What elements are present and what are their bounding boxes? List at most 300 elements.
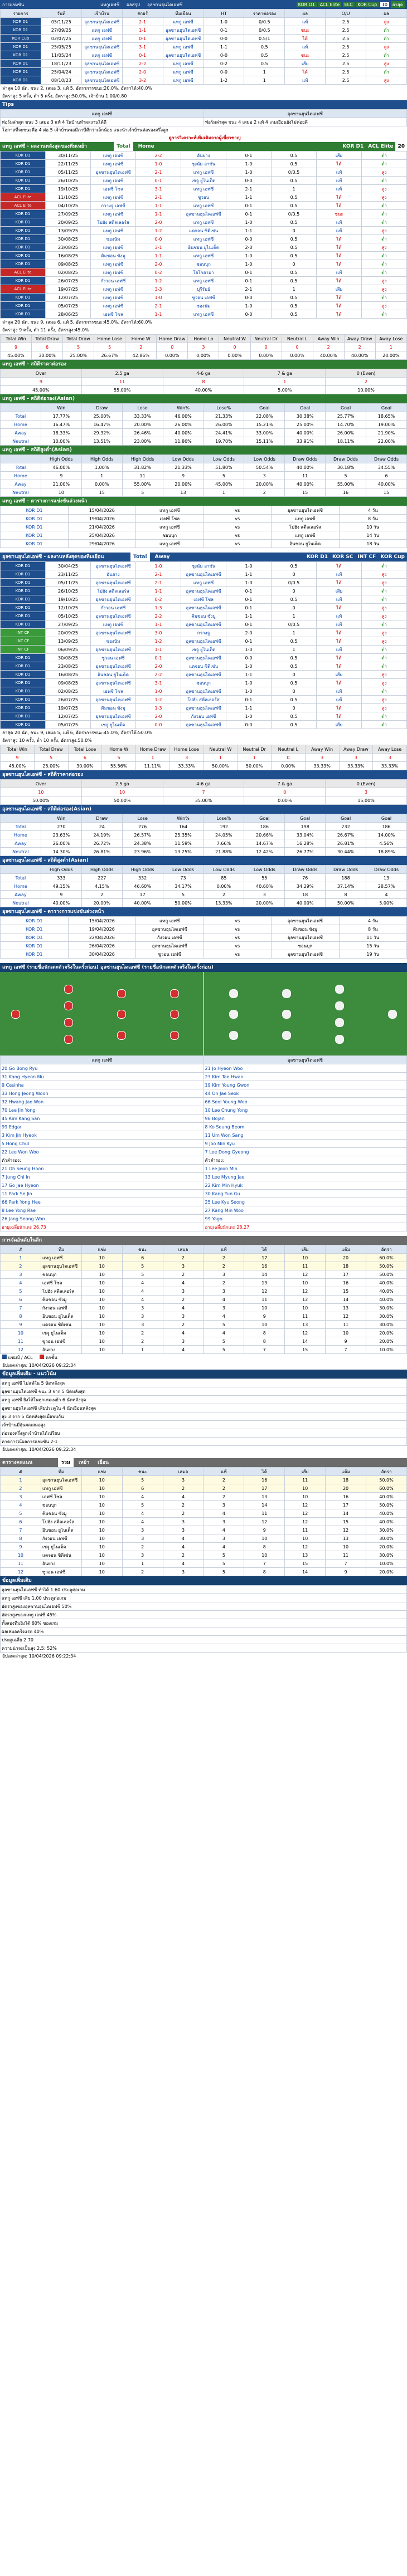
score[interactable]: 3-3: [136, 285, 181, 294]
home-team-link[interactable]: แทกู เอฟซี: [91, 294, 136, 302]
tips-link[interactable]: ดูการวิเคราะห์เพิ่มเติมจากผู้เชี่ยวชาญ: [168, 135, 241, 140]
home-player-link[interactable]: 5 Hong Chul: [1, 1140, 204, 1148]
score[interactable]: 1-1: [122, 26, 163, 35]
home-recent-row[interactable]: [1, 151, 407, 160]
score[interactable]: 2-2: [136, 612, 181, 620]
filter-kor-d1[interactable]: KOR D1: [342, 144, 364, 149]
score[interactable]: 0-2: [136, 268, 181, 277]
home-team-link[interactable]: อุลซานฮุนไดเอฟซี: [91, 612, 136, 620]
away-team-link[interactable]: แทกู เอฟซี: [163, 18, 204, 26]
league-badge[interactable]: KOR D1: [1, 687, 46, 696]
home-sub-link[interactable]: 21 Oh Seung Hoon: [1, 1165, 204, 1173]
tag-kor-d1[interactable]: KOR D1: [297, 2, 317, 7]
h2h-row[interactable]: [1, 18, 407, 26]
home-team-link[interactable]: เชจู ยูไนเต็ด: [91, 721, 136, 729]
home-recent-row[interactable]: [1, 168, 407, 177]
home-team-link[interactable]: แทกู เอฟซี: [81, 51, 122, 60]
score[interactable]: 0-1: [136, 177, 181, 185]
league-badge[interactable]: ACL Elite: [1, 285, 46, 294]
away-player-link[interactable]: 21 Jo Hyeon Woo: [204, 1064, 407, 1073]
score[interactable]: 0-0: [136, 235, 181, 243]
league-badge[interactable]: KOR D1: [1, 310, 46, 319]
score[interactable]: 1-0: [136, 294, 181, 302]
home-recent-row[interactable]: [1, 218, 407, 227]
away-team-link[interactable]: คิมชอน ซังมู: [181, 612, 226, 620]
away-recent-row[interactable]: [1, 712, 407, 721]
away-sub-link[interactable]: 13 Lee Myung Jae: [204, 1173, 407, 1181]
league-badge[interactable]: KOR D1: [1, 277, 46, 285]
home-player-marker[interactable]: [170, 1031, 179, 1040]
away-team-link[interactable]: อันยาง: [181, 151, 226, 160]
away-team-link[interactable]: บุรีรัมย์: [181, 285, 226, 294]
away-recent-row[interactable]: [1, 721, 407, 729]
away-player-link[interactable]: 8 Ko Seung Beom: [204, 1123, 407, 1131]
away-team-link[interactable]: โปฮัง สตีลเลอร์ส: [181, 696, 226, 704]
home-team-link[interactable]: อุลซานฮุนไดเอฟซี: [91, 629, 136, 637]
league-badge[interactable]: KOR D1: [1, 18, 41, 26]
h2h-row[interactable]: [1, 35, 407, 43]
home-player-link[interactable]: 99 Edgar: [1, 1123, 204, 1131]
away-team-link[interactable]: โยโกฮาม่า: [181, 268, 226, 277]
score[interactable]: 1-1: [136, 202, 181, 210]
home-player-link[interactable]: 9 Cesinha: [1, 1081, 204, 1089]
h2h-row[interactable]: [1, 43, 407, 51]
h2h-row[interactable]: [1, 26, 407, 35]
home-team-link[interactable]: อุลซานฮุนไดเอฟซี: [91, 696, 136, 704]
away-team-link[interactable]: อุลซานฮุนไดเอฟซี: [181, 604, 226, 612]
away-team-link[interactable]: เชจู ยูไนเต็ด: [181, 646, 226, 654]
home-sub-link[interactable]: 11 Park Se Jin: [1, 1190, 204, 1198]
league-badge[interactable]: KOR D1: [1, 151, 46, 160]
home-team-link[interactable]: แทกู เอฟซี: [91, 151, 136, 160]
home-team-link[interactable]: แทกู เอฟซี: [91, 620, 136, 629]
home-team-link[interactable]: กังวอน เอฟซี: [91, 604, 136, 612]
away-recent-row[interactable]: [1, 637, 407, 646]
home-team-link[interactable]: กวางจู เอฟซี: [91, 202, 136, 210]
league-badge[interactable]: KOR D1: [1, 671, 46, 679]
league-badge[interactable]: ACL Elite: [1, 193, 46, 202]
away-player-marker[interactable]: [229, 1031, 238, 1040]
home-recent-row[interactable]: [1, 310, 407, 319]
score[interactable]: 1-2: [136, 637, 181, 646]
header-home-team[interactable]: แทกูเอฟซี: [100, 2, 119, 7]
filter-away-kor-d1[interactable]: KOR D1: [306, 554, 328, 560]
away-sub-link[interactable]: 22 Kim Min Hyuk: [204, 1181, 407, 1190]
home-player-marker[interactable]: [117, 1010, 126, 1019]
league-badge[interactable]: KOR D1: [1, 76, 41, 85]
score[interactable]: 2-2: [136, 151, 181, 160]
home-team-link[interactable]: อุลซานฮุนไดเอฟซี: [91, 579, 136, 587]
home-player-marker[interactable]: [117, 1031, 126, 1040]
home-recent-row[interactable]: [1, 193, 407, 202]
league-badge[interactable]: KOR D1: [1, 227, 46, 235]
league-badge[interactable]: KOR D1: [1, 68, 41, 76]
score[interactable]: 2-0: [136, 712, 181, 721]
home-player-link[interactable]: 33 Hong Jeong Woon: [1, 1089, 204, 1098]
home-player-marker[interactable]: [64, 1001, 73, 1010]
away-team-link[interactable]: อุลซานฮุนไดเอฟซี: [181, 637, 226, 646]
home-team-link[interactable]: อุลซานฮุนไดเอฟซี: [81, 60, 122, 68]
away-team-link[interactable]: ซองนัม: [181, 302, 226, 310]
h2h-row[interactable]: [1, 68, 407, 76]
away-player-link[interactable]: 44 Oh Jae Seok: [204, 1089, 407, 1098]
away-player-marker[interactable]: [282, 989, 291, 998]
home-team-link[interactable]: อุลซานฮุนไดเอฟซี: [91, 646, 136, 654]
away-team-link[interactable]: แทกู เอฟซี: [181, 168, 226, 177]
away-recent-row[interactable]: [1, 579, 407, 587]
filter-count[interactable]: 20: [395, 142, 407, 151]
away-team-link[interactable]: แทกู เอฟซี: [163, 68, 204, 76]
home-recent-row[interactable]: [1, 243, 407, 252]
league-badge[interactable]: KOR D1: [1, 562, 46, 570]
score[interactable]: 0-0: [136, 721, 181, 729]
home-team-link[interactable]: โปฮัง สตีลเลอร์ส: [91, 218, 136, 227]
score[interactable]: 1-2: [136, 696, 181, 704]
home-sub-link[interactable]: 66 Park Yong Hee: [1, 1198, 204, 1206]
home-sub-link[interactable]: 26 Jang Seong Won: [1, 1215, 204, 1223]
home-player-link[interactable]: 70 Lee Jin Yong: [1, 1106, 204, 1115]
score[interactable]: 1-1: [136, 252, 181, 260]
home-team-link[interactable]: อุลซานฮุนไดเอฟซี: [91, 562, 136, 570]
league-badge[interactable]: KOR D1: [1, 243, 46, 252]
away-player-link[interactable]: 11 Um Won Sang: [204, 1131, 407, 1140]
league-badge[interactable]: KOR D1: [1, 604, 46, 612]
home-team-link[interactable]: อุลซานฮุนไดเอฟซี: [91, 712, 136, 721]
score[interactable]: 0-2: [136, 595, 181, 604]
score[interactable]: 1-2: [136, 277, 181, 285]
league-badge[interactable]: ACL Elite: [1, 202, 46, 210]
league-badge[interactable]: KOR D1: [1, 51, 41, 60]
tab-away[interactable]: Away: [154, 554, 170, 560]
away-player-marker[interactable]: [282, 1031, 291, 1040]
score[interactable]: 1-1: [136, 310, 181, 319]
away-recent-row[interactable]: [1, 612, 407, 620]
league-badge[interactable]: KOR D1: [1, 579, 46, 587]
home-team-link[interactable]: ซองนัม: [91, 637, 136, 646]
away-team-link[interactable]: เอฟซี โซล: [181, 595, 226, 604]
league-badge[interactable]: KOR D1: [1, 662, 46, 671]
away-player-marker[interactable]: [229, 1010, 238, 1019]
home-recent-row[interactable]: [1, 260, 407, 268]
tab-total-away[interactable]: Total: [130, 553, 150, 561]
score[interactable]: 2-1: [122, 18, 163, 26]
away-player-marker[interactable]: [335, 1035, 344, 1044]
tag-elc[interactable]: ELC: [343, 2, 355, 7]
away-team-link[interactable]: อินชอน ยูไนเต็ด: [181, 243, 226, 252]
away-team-link[interactable]: ชอนบุก: [181, 679, 226, 687]
home-recent-row[interactable]: [1, 235, 407, 243]
home-recent-row[interactable]: [1, 227, 407, 235]
home-recent-row[interactable]: [1, 210, 407, 218]
league-badge[interactable]: KOR D1: [1, 654, 46, 662]
away-team-link[interactable]: ชุงนัม อาซัน: [181, 562, 226, 570]
standings-tab-home[interactable]: เหย้า: [78, 1460, 90, 1465]
away-player-link[interactable]: 96 Bojan: [204, 1115, 407, 1123]
away-player-marker[interactable]: [229, 989, 238, 998]
home-team-link[interactable]: แทกู เอฟซี: [91, 210, 136, 218]
league-badge[interactable]: KOR D1: [1, 587, 46, 595]
league-badge[interactable]: KOR D1: [1, 260, 46, 268]
away-team-link[interactable]: แทกู เอฟซี: [163, 76, 204, 85]
home-player-marker[interactable]: [117, 989, 126, 998]
league-badge[interactable]: KOR D1: [1, 620, 46, 629]
filter-acl[interactable]: ACL Elite: [368, 144, 394, 149]
away-sub-link[interactable]: 30 Kang Yun Gu: [204, 1190, 407, 1198]
score[interactable]: 1-1: [136, 646, 181, 654]
away-recent-row[interactable]: [1, 595, 407, 604]
home-team-link[interactable]: แทกู เอฟซี: [91, 243, 136, 252]
league-badge[interactable]: KOR D1: [1, 177, 46, 185]
home-team-link[interactable]: อุลซานฮุนไดเอฟซี: [81, 18, 122, 26]
away-player-link[interactable]: 23 Kim Tae Hwan: [204, 1073, 407, 1081]
away-team-link[interactable]: แทกู เอฟซี: [181, 218, 226, 227]
away-sub-link[interactable]: 25 Lee Kyu Seong: [204, 1198, 407, 1206]
score[interactable]: 1-0: [136, 562, 181, 570]
home-recent-row[interactable]: [1, 277, 407, 285]
score[interactable]: 0-1: [122, 51, 163, 60]
home-team-link[interactable]: แทกู เอฟซี: [91, 285, 136, 294]
home-team-link[interactable]: โปฮัง สตีลเลอร์ส: [91, 587, 136, 595]
home-player-marker[interactable]: [64, 985, 73, 994]
home-team-link[interactable]: แทกู เอฟซี: [81, 35, 122, 43]
home-team-link[interactable]: อุลซานฮุนไดเอฟซี: [81, 76, 122, 85]
header-away-team[interactable]: อุลซานฮุนไดเอฟซี: [147, 2, 183, 7]
score[interactable]: 2-0: [136, 260, 181, 268]
league-badge[interactable]: INT CF: [1, 646, 46, 654]
home-team-link[interactable]: แทกู เอฟซี: [91, 193, 136, 202]
away-recent-row[interactable]: [1, 687, 407, 696]
score[interactable]: 2-0: [136, 218, 181, 227]
away-recent-row[interactable]: [1, 662, 407, 671]
away-recent-row[interactable]: [1, 679, 407, 687]
home-team-link[interactable]: คิมชอน ซังมู: [91, 704, 136, 712]
score[interactable]: 2-2: [122, 60, 163, 68]
score[interactable]: 0-1: [122, 35, 163, 43]
away-recent-row[interactable]: [1, 704, 407, 712]
away-team-link[interactable]: อุลซานฮุนไดเอฟซี: [181, 587, 226, 595]
league-badge[interactable]: KOR Cup: [1, 35, 41, 43]
away-sub-link[interactable]: 1 Lee Joon Min: [204, 1165, 407, 1173]
league-badge[interactable]: KOR D1: [1, 43, 41, 51]
league-badge[interactable]: KOR D1: [1, 60, 41, 68]
home-sub-link[interactable]: 17 Go Jae Hyeon: [1, 1181, 204, 1190]
away-recent-row[interactable]: [1, 654, 407, 662]
score[interactable]: 1-3: [136, 604, 181, 612]
home-team-link[interactable]: ซองนัม: [91, 235, 136, 243]
away-recent-row[interactable]: [1, 570, 407, 579]
h2h-row[interactable]: [1, 76, 407, 85]
league-badge[interactable]: INT CF: [1, 637, 46, 646]
away-team-link[interactable]: แทกู เอฟซี: [181, 202, 226, 210]
away-team-link[interactable]: อุลซานฮุนไดเอฟซี: [163, 26, 204, 35]
score[interactable]: 2-1: [136, 302, 181, 310]
score[interactable]: 1-3: [136, 704, 181, 712]
home-team-link[interactable]: อุลซานฮุนไดเอฟซี: [91, 679, 136, 687]
standings-tab-total[interactable]: รวม: [58, 1458, 74, 1467]
home-recent-row[interactable]: [1, 268, 407, 277]
home-recent-row[interactable]: [1, 185, 407, 193]
home-team-link[interactable]: แทกู เอฟซี: [91, 177, 136, 185]
home-team-link[interactable]: อันยาง: [91, 570, 136, 579]
away-team-link[interactable]: แทกู เอฟซี: [181, 235, 226, 243]
league-badge[interactable]: KOR D1: [1, 235, 46, 243]
home-player-marker[interactable]: [170, 989, 179, 998]
away-team-link[interactable]: แดจอน ซิติเซ่น: [181, 662, 226, 671]
league-badge[interactable]: KOR D1: [1, 160, 46, 168]
score[interactable]: 0-1: [136, 654, 181, 662]
home-recent-row[interactable]: [1, 177, 407, 185]
home-team-link[interactable]: อินชอน ยูไนเต็ด: [91, 671, 136, 679]
home-player-marker[interactable]: [11, 1010, 20, 1019]
league-badge[interactable]: KOR D1: [1, 712, 46, 721]
home-team-link[interactable]: คิมชอน ซังมู: [91, 252, 136, 260]
home-team-link[interactable]: ซูวอน เอฟซี: [91, 654, 136, 662]
league-badge[interactable]: KOR D1: [1, 218, 46, 227]
filter-away-int-cf[interactable]: INT CF: [357, 554, 376, 560]
away-player-marker[interactable]: [335, 985, 344, 994]
home-recent-row[interactable]: [1, 252, 407, 260]
home-player-link[interactable]: 32 Hwang Jae Won: [1, 1098, 204, 1106]
home-player-link[interactable]: 31 Kang Hyeon Mu: [1, 1073, 204, 1081]
tag-latest[interactable]: ล่าสุด: [391, 1, 405, 8]
score[interactable]: 1-1: [136, 587, 181, 595]
score[interactable]: 2-1: [136, 579, 181, 587]
away-team-link[interactable]: อุลซานฮุนไดเอฟซี: [181, 721, 226, 729]
score[interactable]: 2-1: [136, 193, 181, 202]
home-recent-row[interactable]: [1, 160, 407, 168]
away-player-link[interactable]: 66 Seol Young Woo: [204, 1098, 407, 1106]
score[interactable]: 3-0: [136, 629, 181, 637]
tag-acl[interactable]: ACL Elite: [318, 2, 341, 7]
league-badge[interactable]: KOR D1: [1, 679, 46, 687]
home-team-link[interactable]: เอฟซี โซล: [91, 687, 136, 696]
league-badge[interactable]: KOR D1: [1, 168, 46, 177]
away-team-link[interactable]: แทกู เอฟซี: [163, 43, 204, 51]
tab-total[interactable]: Total: [114, 142, 133, 151]
away-team-link[interactable]: อุลซานฮุนไดเอฟซี: [181, 687, 226, 696]
tab-home[interactable]: Home: [138, 144, 154, 149]
away-team-link[interactable]: อุลซานฮุนไดเอฟซี: [181, 210, 226, 218]
away-sub-link[interactable]: 27 Kang Min Woo: [204, 1206, 407, 1215]
away-team-link[interactable]: แทกู เอฟซี: [181, 310, 226, 319]
away-team-link[interactable]: แทกู เอฟซี: [181, 579, 226, 587]
score[interactable]: 3-1: [122, 43, 163, 51]
league-badge[interactable]: KOR D1: [1, 302, 46, 310]
away-recent-row[interactable]: [1, 696, 407, 704]
home-recent-row[interactable]: [1, 302, 407, 310]
league-badge[interactable]: KOR D1: [1, 570, 46, 579]
away-recent-row[interactable]: [1, 629, 407, 637]
home-team-link[interactable]: อุลซานฮุนไดเอฟซี: [91, 168, 136, 177]
standings-tab-away[interactable]: เยือน: [98, 1460, 109, 1465]
away-recent-row[interactable]: [1, 587, 407, 595]
home-team-link[interactable]: อุลซานฮุนไดเอฟซี: [91, 662, 136, 671]
home-player-marker[interactable]: [64, 1018, 73, 1027]
home-team-link[interactable]: แทกู เอฟซี: [91, 260, 136, 268]
h2h-row[interactable]: [1, 60, 407, 68]
tag-count[interactable]: 10: [380, 2, 389, 7]
away-team-link[interactable]: ซูวอน เอฟซี: [181, 294, 226, 302]
filter-away-kor-sc[interactable]: KOR SC: [332, 554, 353, 560]
home-team-link[interactable]: แทกู เอฟซี: [91, 227, 136, 235]
league-badge[interactable]: KOR D1: [1, 721, 46, 729]
home-recent-row[interactable]: [1, 285, 407, 294]
home-recent-row[interactable]: [1, 294, 407, 302]
score[interactable]: 2-0: [122, 68, 163, 76]
league-badge[interactable]: KOR D1: [1, 210, 46, 218]
home-team-link[interactable]: กังวอน เอฟซี: [91, 277, 136, 285]
score[interactable]: 3-1: [136, 679, 181, 687]
home-sub-link[interactable]: 7 Jung Chi In: [1, 1173, 204, 1181]
away-team-link[interactable]: แทกู เอฟซี: [163, 60, 204, 68]
score[interactable]: 2-1: [136, 168, 181, 177]
away-player-marker[interactable]: [282, 1010, 291, 1019]
away-team-link[interactable]: แทกู เอฟซี: [181, 252, 226, 260]
league-badge[interactable]: KOR D1: [1, 704, 46, 712]
home-recent-row[interactable]: [1, 202, 407, 210]
score[interactable]: 2-1: [136, 570, 181, 579]
away-team-link[interactable]: อุลซานฮุนไดเอฟซี: [181, 570, 226, 579]
h2h-row[interactable]: [1, 51, 407, 60]
away-team-link[interactable]: กวางจู: [181, 629, 226, 637]
away-team-link[interactable]: เชจู ยูไนเต็ด: [181, 177, 226, 185]
home-team-link[interactable]: อุลซานฮุนไดเอฟซี: [81, 43, 122, 51]
away-player-link[interactable]: 7 Lee Dong Gyeong: [204, 1148, 407, 1156]
away-team-link[interactable]: แดจอน ซิติเซ่น: [181, 227, 226, 235]
home-player-marker[interactable]: [170, 1010, 179, 1019]
league-badge[interactable]: KOR D1: [1, 294, 46, 302]
home-player-link[interactable]: 22 Lee Won Woo: [1, 1148, 204, 1156]
league-badge[interactable]: ACL Elite: [1, 268, 46, 277]
league-badge[interactable]: INT CF: [1, 629, 46, 637]
filter-away-kor-cup[interactable]: KOR Cup: [380, 554, 405, 560]
home-team-link[interactable]: อุลซานฮุนไดเอฟซี: [81, 68, 122, 76]
away-team-link[interactable]: อุลซานฮุนไดเอฟซี: [163, 51, 204, 60]
away-team-link[interactable]: แทกู เอฟซี: [181, 185, 226, 193]
away-player-marker[interactable]: [335, 1018, 344, 1027]
away-recent-row[interactable]: [1, 562, 407, 570]
league-badge[interactable]: KOR D1: [1, 612, 46, 620]
home-team-link[interactable]: แทกู เอฟซี: [91, 302, 136, 310]
home-team-link[interactable]: แทกู เอฟซี: [81, 26, 122, 35]
away-team-link[interactable]: ซูวอน: [181, 193, 226, 202]
home-player-link[interactable]: 45 Kim Kang San: [1, 1115, 204, 1123]
home-player-marker[interactable]: [64, 1035, 73, 1044]
home-player-link[interactable]: 3 Kim Jin Hyeok: [1, 1131, 204, 1140]
away-team-link[interactable]: อุลซานฮุนไดเอฟซี: [181, 704, 226, 712]
away-team-link[interactable]: ชอนบุก: [181, 260, 226, 268]
tag-kor-cup[interactable]: KOR Cup: [356, 2, 379, 7]
league-badge[interactable]: KOR D1: [1, 26, 41, 35]
league-badge[interactable]: KOR D1: [1, 185, 46, 193]
score[interactable]: 1-0: [136, 160, 181, 168]
away-recent-row[interactable]: [1, 646, 407, 654]
score[interactable]: 1-1: [136, 620, 181, 629]
home-team-link[interactable]: แทกู เอฟซี: [91, 268, 136, 277]
away-team-link[interactable]: แทกู เอฟซี: [181, 277, 226, 285]
away-team-link[interactable]: อุลซานฮุนไดเอฟซี: [181, 654, 226, 662]
score[interactable]: 3-1: [136, 243, 181, 252]
score[interactable]: 2-0: [136, 662, 181, 671]
away-team-link[interactable]: กังวอน เอฟซี: [181, 712, 226, 721]
away-recent-row[interactable]: [1, 671, 407, 679]
away-player-link[interactable]: 9 Joo Min Kyu: [204, 1140, 407, 1148]
league-badge[interactable]: KOR D1: [1, 696, 46, 704]
score[interactable]: 1-1: [136, 210, 181, 218]
score[interactable]: 3-2: [122, 76, 163, 85]
score[interactable]: 3-1: [136, 185, 181, 193]
home-team-link[interactable]: เอฟซี โซล: [91, 185, 136, 193]
